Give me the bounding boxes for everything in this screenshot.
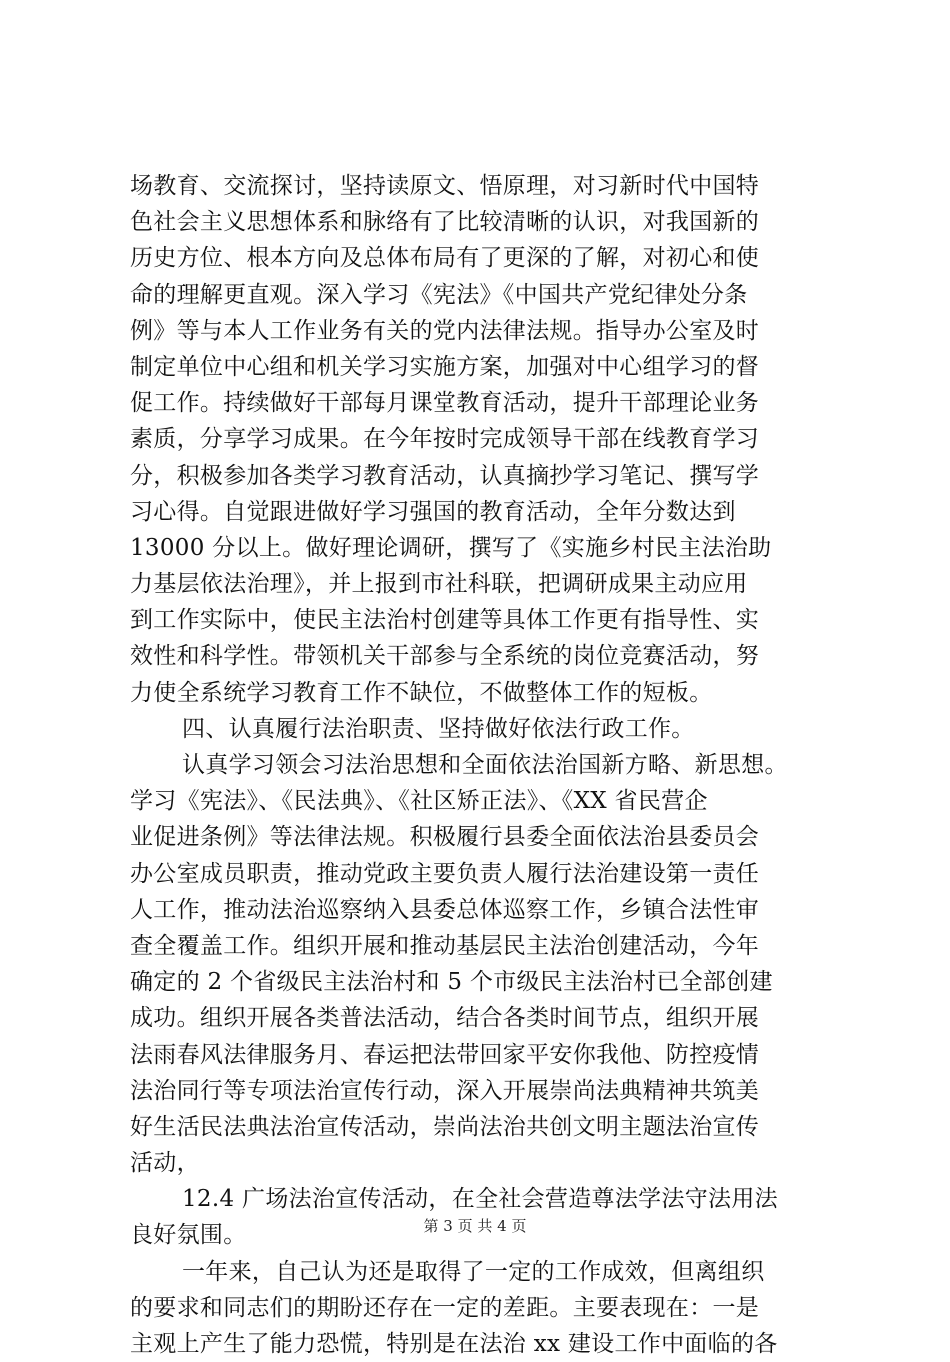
text-line: 主观上产生了能力恐慌，特别是在法治 xx 建设工作中面临的各 (130, 1331, 778, 1357)
text-line: 场教育、交流探讨，坚持读原文、悟原理，对习新时代中国特 (130, 173, 760, 199)
text-line: 好生活民法典法治宣传活动，崇尚法治共创文明主题法治宣传 (130, 1113, 760, 1140)
text-line: 效性和科学性。带领机关干部参与全系统的岗位竞赛活动，努 (130, 643, 760, 670)
text-line: 素质，分享学习成果。在今年按时完成领导干部在线教育学习 (130, 426, 760, 453)
text-line: 查全覆盖工作。组织开展和推动基层民主法治创建活动，今年 (130, 932, 760, 959)
text-line: 历史方位、根本方向及总体布局有了更深的了解，对初心和使 (130, 245, 760, 272)
text-line: 力使全系统学习教育工作不缺位，不做整体工作的短板。 (130, 679, 713, 706)
text-line: 业促进条例》等法律法规。积极履行县委全面依法治县委员会 (130, 824, 760, 851)
text-line: 法治同行等专项法治宣传行动，深入开展崇尚法典精神共筑美 (130, 1077, 760, 1104)
body-text (130, 168, 830, 1362)
paragraph-start: 12.4 广场法治宣传活动，在全社会营造尊法学法守法用法 (182, 1186, 778, 1213)
page-footer: 第 3 页 共 4 页 (423, 1217, 527, 1235)
text-line: 促工作。持续做好干部每月课堂教育活动，提升干部理论业务 (130, 390, 760, 417)
text-line: 成功。组织开展各类普法活动，结合各类时间节点，组织开展 (130, 1005, 760, 1032)
text-line: 学习《宪法》、《民法典》、《社区矫正法》、《XX 省民营企 (130, 788, 708, 815)
text-line: 确定的 2 个省级民主法治村和 5 个市级民主法治村已全部创建 (130, 969, 773, 996)
text-line: 办公室成员职责，推动党政主要负责人履行法治建设第一责任 (130, 860, 760, 887)
section-heading: 四、认真履行法治职责、坚持做好依法行政工作。 (182, 715, 695, 742)
text-line: 到工作实际中，使民主法治村创建等具体工作更有指导性、实 (130, 607, 760, 634)
text-line: 习心得。自觉跟进做好学习强国的教育活动，全年分数达到 (130, 498, 736, 525)
text-line: 例》等与本人工作业务有关的党内法律法规。指导办公室及时 (130, 317, 760, 344)
text-line: 活动， (130, 1150, 200, 1177)
text-line: 的要求和同志们的期盼还存在一定的差距。主要表现在：一是 (130, 1294, 760, 1321)
text-line: 人工作，推动法治巡察纳入县委总体巡察工作，乡镇合法性审 (130, 896, 760, 923)
text-line: 命的理解更直观。深入学习《宪法》《中国共产党纪律处分条 (130, 281, 748, 308)
text-line: 力基层依法治理》，并上报到市社科联，把调研成果主动应用 (130, 571, 748, 598)
text-line: 良好氛围。 (130, 1222, 247, 1249)
paragraph-start: 一年来，自己认为还是取得了一定的工作成效，但离组织 (182, 1258, 765, 1285)
text-line: 色社会主义思想体系和脉络有了比较清晰的认识，对我国新的 (130, 209, 760, 236)
text-line: 13000 分以上。做好理论调研，撰写了《实施乡村民主法治助 (130, 534, 772, 561)
paragraph-start: 认真学习领会习法治思想和全面依法治国新方略、新思想。 (182, 752, 788, 778)
text-line: 分，积极参加各类学习教育活动，认真摘抄学习笔记、撰写学 (130, 462, 760, 489)
text-line: 法雨春风法律服务月、春运把法带回家平安你我他、防控疫情 (130, 1041, 760, 1068)
text-line: 制定单位中心组和机关学习实施方案，加强对中心组学习的督 (130, 353, 760, 380)
